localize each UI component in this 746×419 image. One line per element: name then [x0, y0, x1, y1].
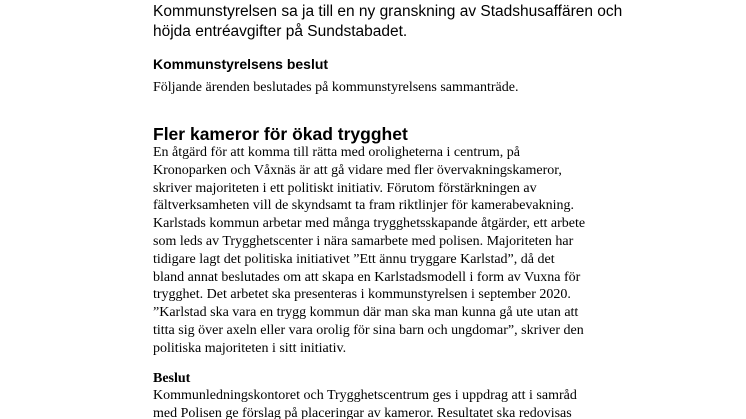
article-line: skriver majoriteten i ett politiskt initiativ. Förutom förstärkningen av — [153, 180, 537, 196]
article-line: Karlstads kommun arbetar med många trygghetsskapande åtgärder, ett arbete — [153, 216, 586, 232]
decision-line: Kommunledningskontoret och Trygghetscentrum ges i uppdrag att i samråd — [153, 388, 577, 403]
article-line: trygghet. Det arbetet ska presenteras i kommunstyrelsen i september 2020. — [153, 287, 571, 303]
board-decision-heading: Kommunstyrelsens beslut — [153, 56, 329, 72]
decision-label: Beslut — [153, 371, 191, 386]
article-line: tidigare lagt det politiska initiativet ”Ett ännu tryggare Karlstad”, då det — [153, 251, 555, 267]
article-line: som leds av Trygghetscenter i nära samarbete med polisen. Majoriteten har — [153, 234, 574, 249]
intro-line-2: höjda entréavgifter på Sundstabadet. — [153, 23, 408, 40]
article-line: bland annat beslutades om att skapa en Karlstadsmodell i form av Vuxna för — [153, 269, 581, 285]
article-line: titta sig över axeln eller vara orolig för sina barn och ungdomar”, skriver den — [153, 323, 584, 338]
article-line: Kronoparken och Våxnäs är att gå vidare med fler övervakningskameror, — [153, 162, 562, 178]
article-title: Fler kameror för ökad trygghet — [153, 124, 408, 144]
board-decision-text: Följande ärenden beslutades på kommunstyrelsens sammanträde. — [153, 80, 519, 95]
intro-line-1: Kommunstyrelsen sa ja till en ny granskning av Stadshusaffären och — [153, 3, 623, 20]
article-line: En åtgärd för att komma till rätta med oroligheterna i centrum, på — [153, 145, 520, 160]
article-line: ”Karlstad ska vara en trygg kommun där man ska man kunna gå ute utan att — [153, 305, 579, 321]
article-line: fältverksamheten vill de skyndsamt ta fram riktlinjer för kamerabevakning. — [153, 198, 575, 214]
decision-line: med Polisen ge förslag på placeringar av kameror. Resultatet ska redovisas — [153, 405, 572, 419]
article-line: politiska majoriteten i sitt initiativ. — [153, 340, 347, 356]
